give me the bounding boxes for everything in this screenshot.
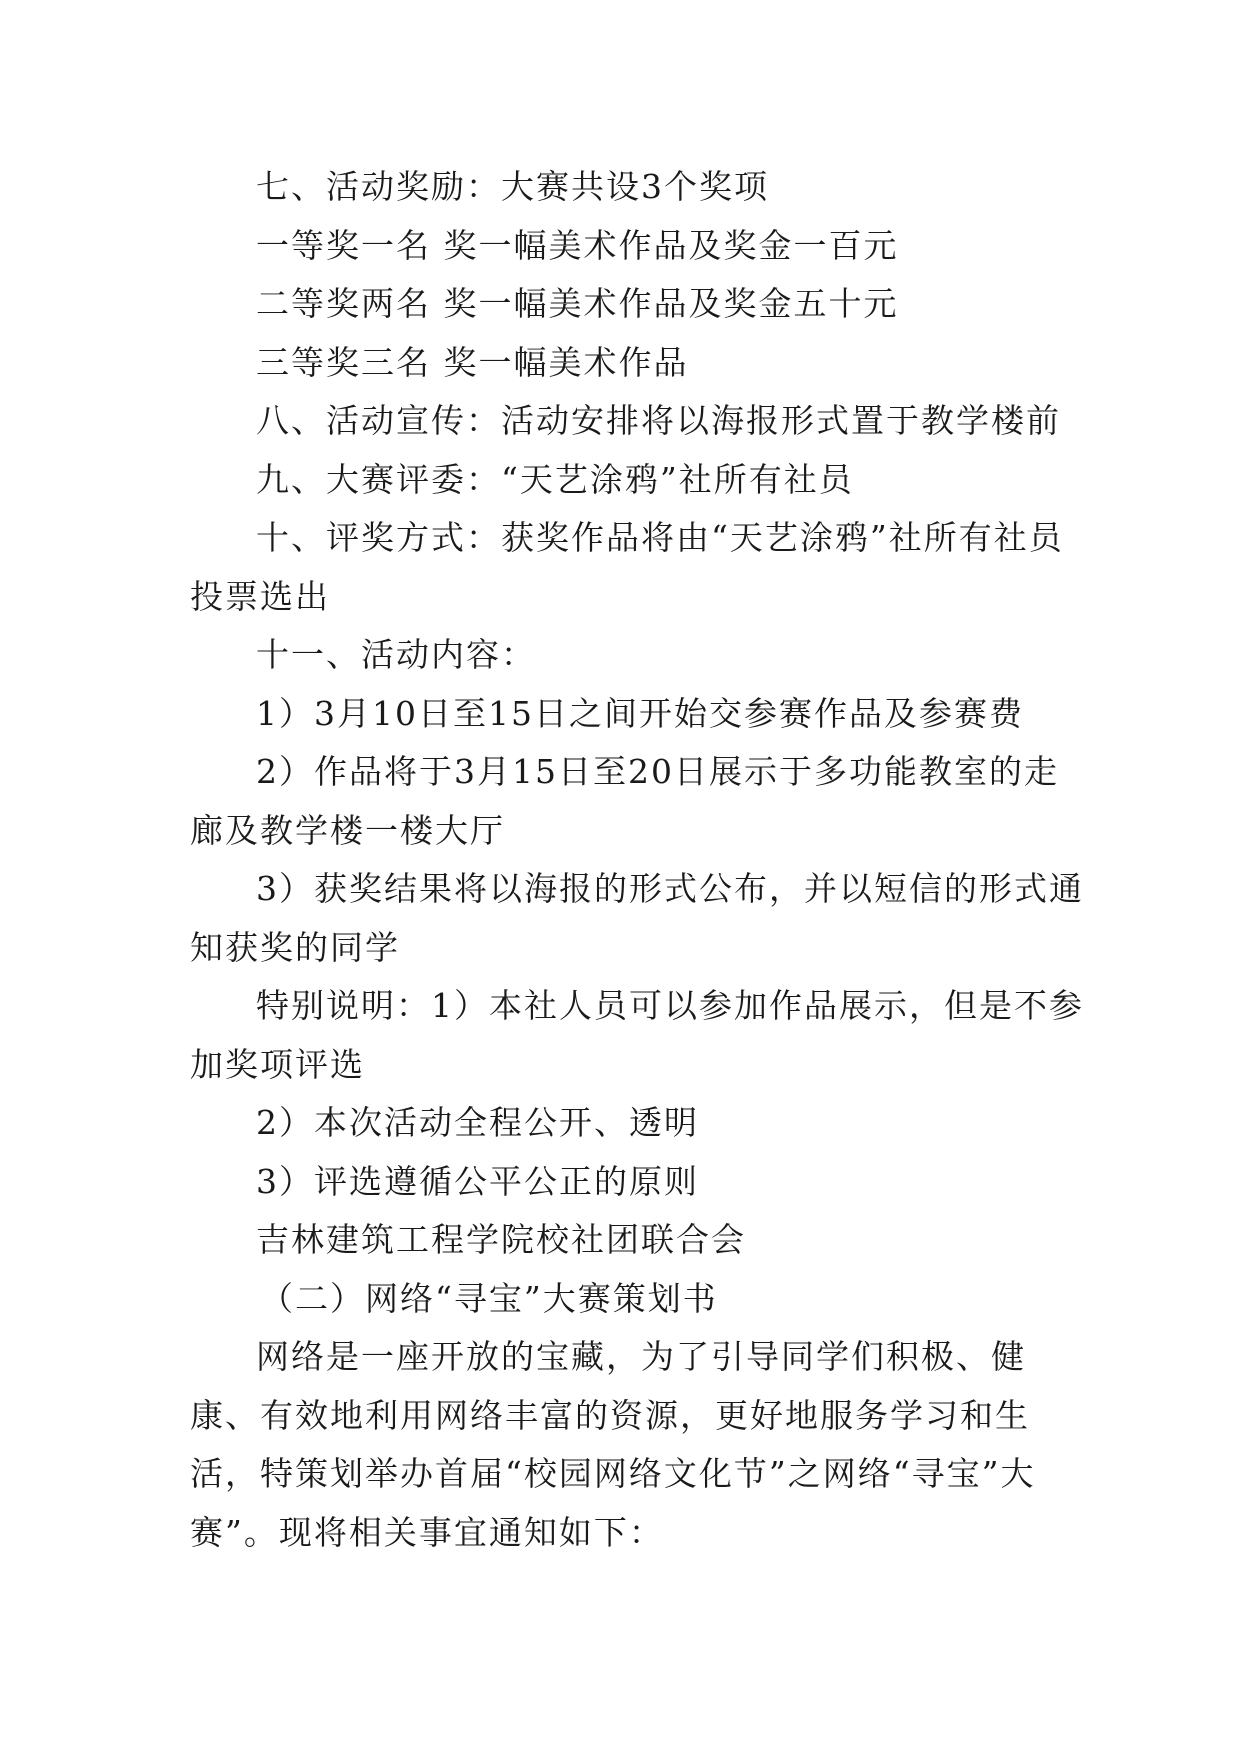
paragraph-third-prize: 三等奖三名 奖一幅美术作品 <box>256 342 689 382</box>
paragraph-organizer: 吉林建筑工程学院校社团联合会 <box>256 1220 746 1259</box>
paragraph-second-prize: 二等奖两名 奖一幅美术作品及奖金五十元 <box>256 284 899 323</box>
paragraph-judges: 九、大赛评委：“天艺涂鸦”社所有社员 <box>256 459 854 499</box>
paragraph-content-heading: 十一、活动内容： <box>256 635 536 674</box>
paragraph-judging-method: 十、评奖方式：获奖作品将由“天艺涂鸦”社所有社员投票选出 <box>190 518 1064 616</box>
section-heading-treasure-hunt: （二）网络“寻宝”大赛策划书 <box>260 1278 718 1318</box>
paragraph-content-item-3: 3）获奖结果将以海报的形式公布，并以短信的形式通知获奖的同学 <box>190 869 1084 967</box>
paragraph-treasure-hunt-intro: 网络是一座开放的宝藏，为了引导同学们积极、健康、有效地利用网络丰富的资源，更好地服务学习和生活，特策划举办首届“校园网络文化节”之网络“寻宝”大赛”。现将相关事宜通知如下： <box>190 1337 1036 1552</box>
paragraph-content-item-1: 1）3月10日至15日之间开始交参赛作品及参赛费 <box>256 693 1024 733</box>
paragraph-special-note-3: 3）评选遵循公平公正的原则 <box>256 1161 699 1201</box>
paragraph-content-item-2: 2）作品将于3月15日至20日展示于多功能教室的走廊及教学楼一楼大厅 <box>190 752 1059 850</box>
paragraph-special-note-2: 2）本次活动全程公开、透明 <box>256 1103 699 1142</box>
paragraph-special-note-1: 特别说明：1）本社人员可以参加作品展示，但是不参加奖项评选 <box>190 986 1084 1084</box>
paragraph-promotion: 八、活动宣传：活动安排将以海报形式置于教学楼前 <box>256 401 1061 440</box>
document-body <box>190 158 1090 1562</box>
paragraph-first-prize: 一等奖一名 奖一幅美术作品及奖金一百元 <box>256 225 899 265</box>
paragraph-awards-heading: 七、活动奖励：大赛共设3个奖项 <box>256 167 769 206</box>
